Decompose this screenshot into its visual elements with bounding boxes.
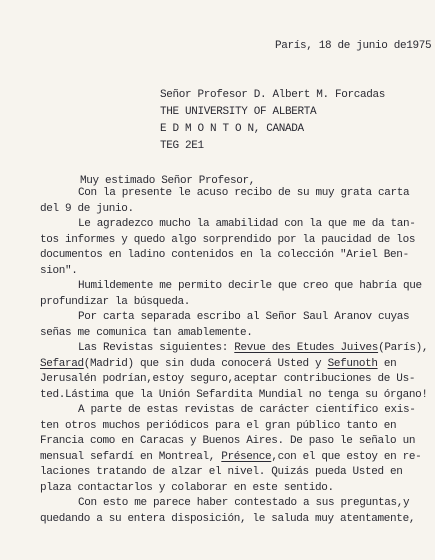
body-line: ted.Lástima que la Unión Sefardita Mundial no tenga su órgano! [40,388,428,401]
body-line: Francia como en Caracas y Buenos Aires. De paso le señalo un [40,435,416,447]
body-line: Por carta separada escribo al Señor Saul Aranov cuyas [78,311,410,323]
body-line: A parte de estas revistas de carácter científico exis- [78,404,416,416]
body-line: tos informes y quedo algo sorprendido por la paucidad de los [40,233,416,246]
body-line: Las Revistas siguientes: Revue des Etudes Juives(París), [78,342,429,354]
body-line: Con la presente le acuso recibo de su muy grata carta [78,187,410,199]
salutation: Muy estimado Señor Profesor, [80,175,256,187]
body-line: Jerusalén podrían,estoy seguro,aceptar contribuciones de Us- [40,373,416,385]
body-line: documentos en ladino contenidos en la colección "Ariel Ben- [40,249,409,261]
body-line: sion". [40,264,78,277]
body-line: laciones tratando de alzar el nivel. Quizás pueda Usted en [40,466,403,478]
body-line: quedando a su entera disposición, le saluda muy atentamente, [40,512,416,525]
journal-title: Sefarad [40,357,84,370]
body-line: Con esto me parece haber contestado a sus preguntas,y [78,497,410,509]
body-line: Le agradezco mucho la amabilidad con la que me da tan- [78,218,416,230]
body-line: plaza contactarlos y colaborar en este sentido. [40,481,334,494]
body-line: mensual sefardí en Montreal, Présence,con el que estoy en re- [40,450,422,463]
journal-title: Revue des Etudes Juives [234,342,379,354]
journal-title: Présence [221,450,272,463]
body-line: ten otros muchos periódicos para el gran público tanto en [40,419,397,432]
body-line: Humildemente me permito decirle que creo que habría que [78,280,422,292]
journal-title: Sefunoth [327,357,378,370]
address-line: THE UNIVERSITY OF ALBERTA [160,106,317,118]
body-line: del 9 de junio. [40,202,134,215]
body-line: profundizar la búsqueda. [40,295,191,308]
address-line: TEG 2E1 [160,140,204,152]
address-line: E D M O N T O N, CANADA [160,123,304,135]
body-line: señas me comunica tan amablemente. [40,326,253,339]
body-line: Sefarad(Madrid) que sin duda conocerá Usted y Sefunoth en [40,357,397,370]
address-line: Señor Profesor D. Albert M. Forcadas [160,89,386,101]
date-line: París, 18 de junio de1975 [275,40,432,52]
